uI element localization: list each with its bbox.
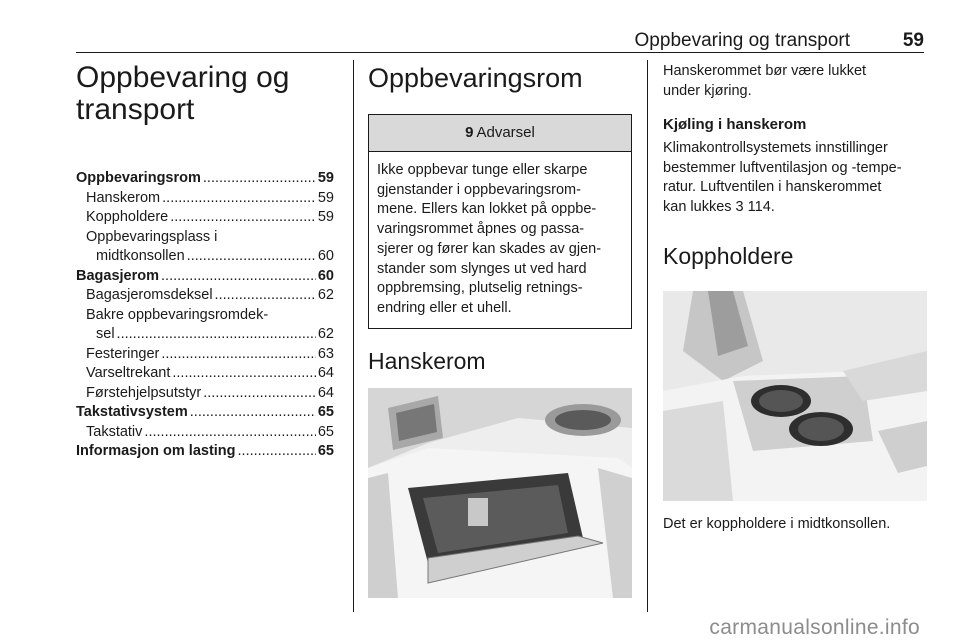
running-header-title: Oppbevaring og transport (634, 30, 850, 51)
page-reference-icon: 3 (735, 198, 744, 215)
page-reference-link[interactable]: 114. (747, 198, 775, 215)
section-title-oppbevaringsrom: Oppbevaringsrom (368, 63, 583, 93)
toc-entry-informasjon-om-lasting[interactable]: Informasjon om lasting ..... 65 (76, 442, 334, 462)
toc-entry-varseltrekant[interactable]: Varseltrekant ..... 64 (76, 364, 334, 384)
section-title-koppholdere: Koppholdere (663, 243, 794, 269)
page-number: 59 (902, 30, 924, 51)
toc-entry-bakre-oppbevaringsromdeksel[interactable]: Bakre oppbevaringsromdek- sel ..... 62 (76, 306, 334, 345)
toc-entry-oppbevaringsrom[interactable]: Oppbevaringsrom ..... 59 (76, 169, 334, 189)
toc-entry-midtkonsollen[interactable]: Oppbevaringsplass i midtkonsollen ..... 60 (76, 228, 334, 267)
warning-box (368, 114, 632, 329)
warning-text: Ikke oppbevar tunge eller skarpe gjenstander i oppbevaringsrom- mene. Ellers kan lokket på oppbe- varingsrommet åpnes og passa- sjerer og fører kan skades av gjen- stander som slynges ut ved hard oppbremsing, plutselig retnings- endring eller et uhell. (377, 162, 602, 316)
glovebox-closed-text: Hanskerommet bør være lukket under kjøring. (663, 63, 867, 99)
cooling-text: Klimakontrollsystemets innstillinger bestemmer luftventilasjon og -tempe- ratur. Luftventilen i hanskerommet kan lukkes 3 114. (663, 140, 902, 215)
warning-header (369, 115, 631, 152)
column-divider-1 (353, 60, 354, 612)
toc-entry-takstativsystem[interactable]: Takstativsystem ..... 65 (76, 403, 334, 423)
toc-entry-bagasjerom[interactable]: Bagasjerom ..... 60 (76, 267, 334, 287)
section-title-hanskerom: Hanskerom (368, 347, 486, 374)
info-column (663, 62, 927, 535)
cooling-heading: Kjøling i hanskerom (663, 116, 807, 133)
storage-column (368, 62, 632, 598)
toc-entry-takstativ[interactable]: Takstativ ..... 65 (76, 423, 334, 443)
table-of-contents (76, 169, 334, 462)
glovebox-image (368, 388, 632, 598)
toc-entry-forstehjelpsutstyr[interactable]: Førstehjelpsutstyr ..... 64 (76, 384, 334, 404)
column-divider-2 (647, 60, 648, 612)
cupholder-caption: Det er koppholdere i midtkonsollen. (663, 516, 891, 532)
cupholder-image (663, 291, 927, 501)
warning-title: Advarsel (476, 124, 535, 141)
toc-entry-bagasjeromsdeksel[interactable]: Bagasjeromsdeksel ..... 62 (76, 286, 334, 306)
toc-entry-festeringer[interactable]: Festeringer ..... 63 (76, 345, 334, 365)
chapter-toc-column (76, 62, 334, 462)
toc-entry-hanskerom[interactable]: Hanskerom ..... 59 (76, 189, 334, 209)
toc-entry-koppholdere[interactable]: Koppholdere ..... 59 (76, 208, 334, 228)
warning-icon: 9 (465, 124, 474, 141)
watermark: carmanualsonline.info (709, 616, 920, 639)
header-rule (76, 52, 924, 53)
chapter-title: Oppbevaring og transport (76, 61, 290, 126)
